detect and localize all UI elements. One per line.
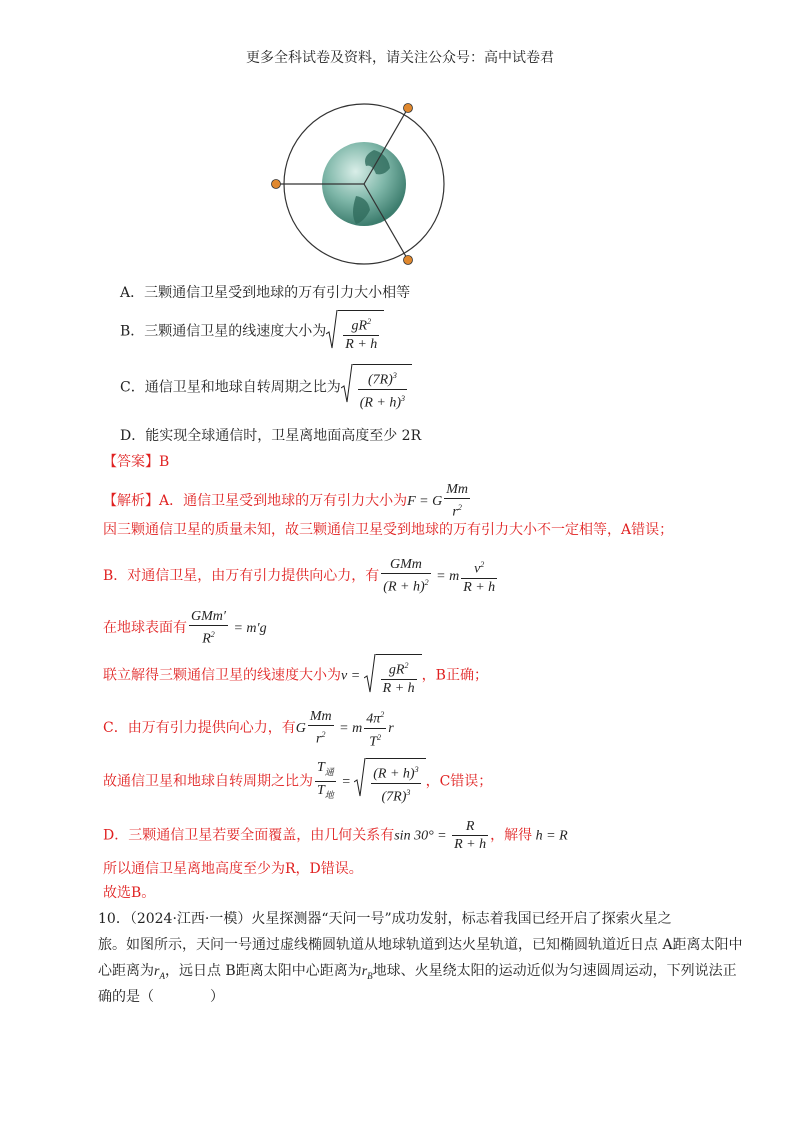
q10-line3b: ，远日点 B距离太阳中心距离为: [164, 963, 362, 979]
analysis-b-solve-text: 联立解得三颗通信卫星的线速度大小为: [103, 667, 341, 684]
q10-line3c: 地球、火星绕太阳的运动近似为匀速圆周运动，下列说法正: [372, 963, 737, 979]
analysis-b-surface: 在地球表面有 $\frac{\text{GMm′}}{R^2}$ = m′g: [103, 609, 267, 647]
analysis-b-end: ，B正确；: [421, 667, 488, 684]
analysis-label: 【解析】: [103, 492, 159, 509]
option-c: [120, 364, 412, 411]
page-header: 更多全科试卷及资料，请关注公众号：高中试卷君: [246, 50, 554, 66]
q10-line3a: 心距离为: [98, 963, 154, 979]
analysis-a: 【解析】A．通信卫星受到地球的万有引力大小为F = G $\frac{Mm}{r^2}$: [103, 482, 468, 520]
analysis-d-mid: ，解得: [490, 827, 533, 844]
analysis-a-note: 因三颗通信卫星的质量未知，故三颗通信卫星受到地球的万有引力大小不一定相等，A错误；: [103, 522, 674, 538]
option-a: A．三颗通信卫星受到地球的万有引力大小相等: [120, 285, 411, 301]
analysis-c-end: ，C错误；: [425, 773, 493, 790]
analysis-d: D．三颗通信卫星若要全面覆盖，由几何关系有sin 30° = $\frac{R}{R + h}$ ，解得 h = R: [103, 819, 568, 852]
satellite-left: [272, 180, 281, 189]
analysis-d-text: D．三颗通信卫星若要全面覆盖，由几何关系有: [103, 827, 395, 844]
option-c-formula: $\frac{(7R)^3}{(R + h)^3}$: [341, 364, 412, 411]
option-b: [120, 310, 384, 353]
option-d: D．能实现全球通信时，卫星离地面高度至少 2R: [120, 428, 422, 444]
analysis-c-text: C．由万有引力提供向心力，有: [103, 720, 296, 737]
analysis-b-surface-text: 在地球表面有: [103, 619, 187, 636]
q10-line1: 10．（2024·江西·一模）火星探测器“天问一号”成功发射，标志着我国已经开启了探索火星之: [98, 911, 672, 927]
analysis-d-result: 所以通信卫星离地高度至少为R，D错误。: [103, 861, 363, 877]
q10-line4: 确的是（ ）: [98, 989, 224, 1005]
q10-line2: 旅。如图所示，天问一号通过虚线椭圆轨道从地球轨道到达火星轨道，已知椭圆轨道近日点 A距离太阳中: [98, 937, 743, 953]
analysis-choose: 故选B。: [103, 885, 156, 901]
option-c-text: C．通信卫星和地球自转周期之比为: [120, 379, 341, 396]
satellite-figure: [270, 100, 450, 268]
analysis-a-text: A．通信卫星受到地球的万有引力大小为: [159, 492, 408, 509]
analysis-b-text: B．对通信卫星，由万有引力提供向心力，有: [103, 567, 380, 584]
analysis-c-ratio-text: 故通信卫星和地球自转周期之比为: [103, 773, 313, 790]
satellite-top: [404, 104, 413, 113]
option-b-text: B．三颗通信卫星的线速度大小为: [120, 323, 327, 340]
option-b-formula: $\frac{gR^2}{R + h}$: [326, 310, 384, 353]
analysis-c-ratio: 故通信卫星和地球自转周期之比为 $\frac{T_通}{T_地}$ = $\frac{(R + h)^3}{(7R)^3}$ ，C错误；: [103, 758, 492, 805]
analysis-b-solve: 联立解得三颗通信卫星的线速度大小为v = $\frac{gR^2}{R + h}$ ，B正确；: [103, 654, 488, 697]
answer: 【答案】B: [103, 454, 170, 470]
satellite-bottom: [404, 256, 413, 265]
analysis-b: B．对通信卫星，由万有引力提供向心力，有 $\frac{\text{GMm}}{(R + h)^2}$ = m $\frac{v^2}{R + h}$: [103, 557, 496, 595]
q10-line3: 心距离为$r_A$，远日点 B距离太阳中心距离为$r_B$地球、火星绕太阳的运动近似为匀速圆周运动，下列说法正: [98, 963, 737, 981]
analysis-c: C．由万有引力提供向心力，有G $\frac{Mm}{r^2}$ = m $\frac{4\pi^2}{T^2}$ r: [103, 706, 394, 750]
